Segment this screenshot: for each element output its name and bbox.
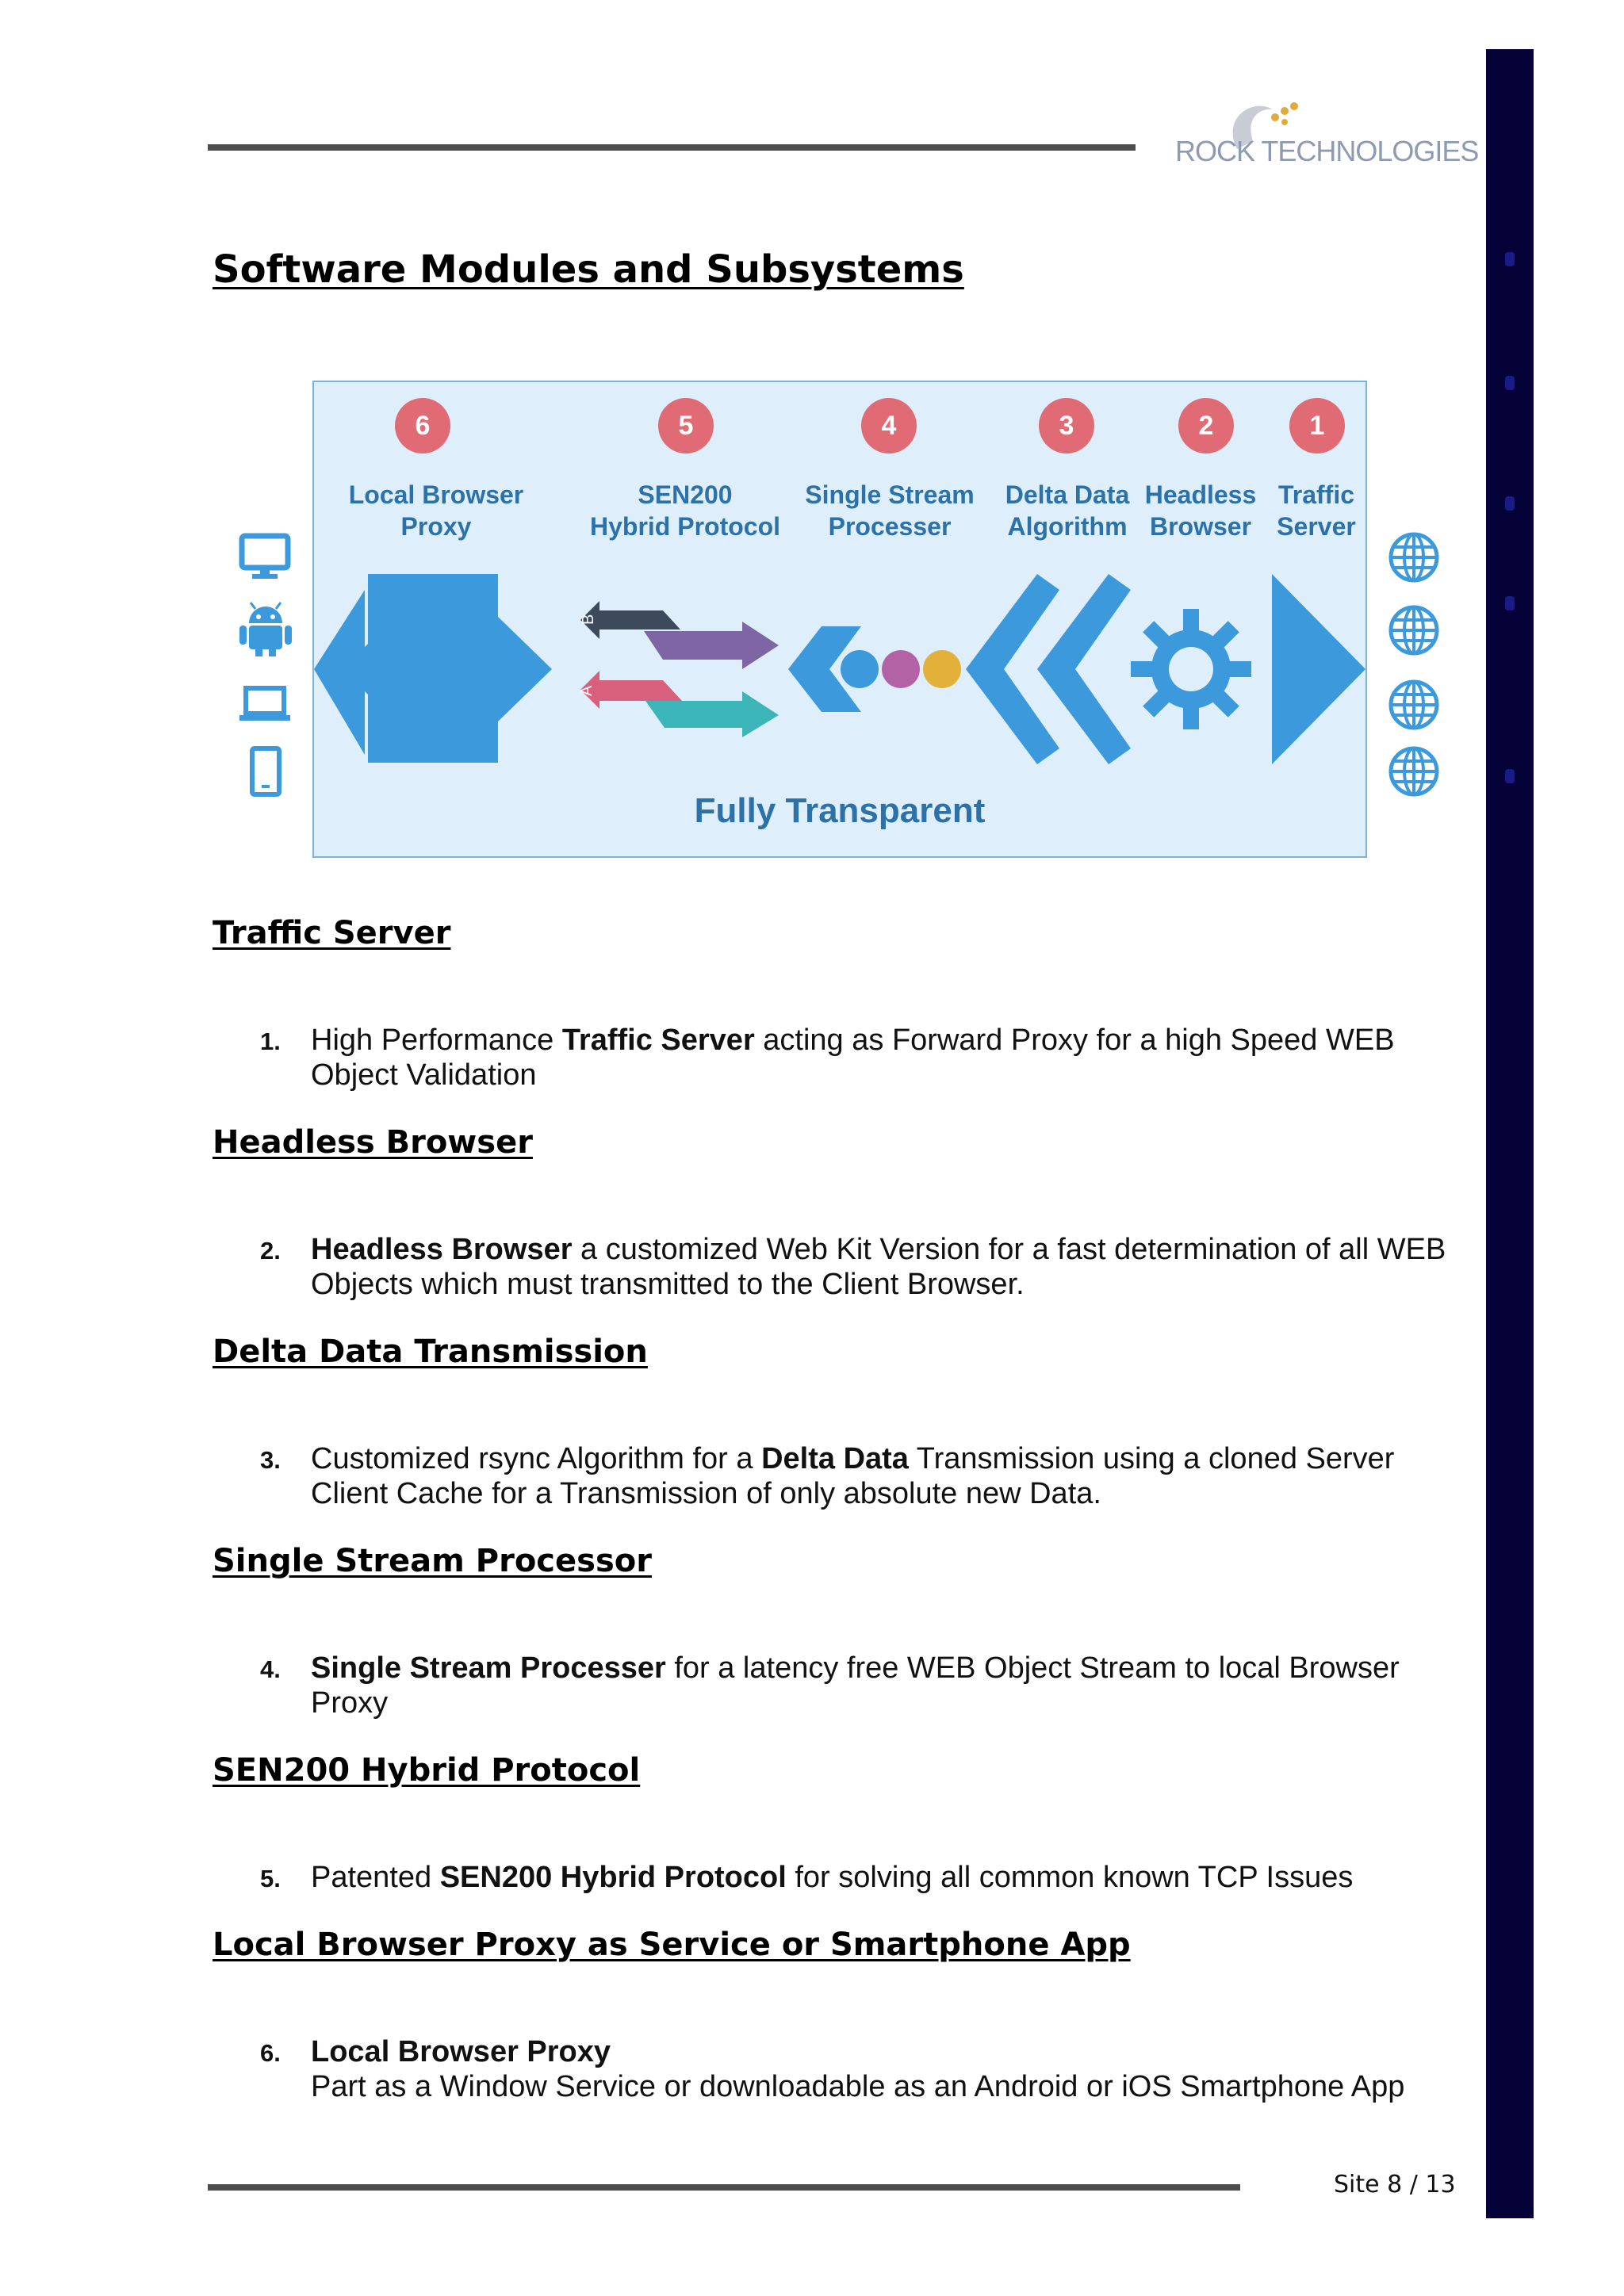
module-badge-6: 6 (395, 398, 450, 453)
diagram-footer: Fully Transparent (694, 791, 986, 830)
desktop-icon (238, 533, 293, 580)
list-text: Patented SEN200 Hybrid Protocol for solving all common known TCP Issues (311, 1861, 1354, 1894)
page-title: Software Modules and Subsystems (213, 247, 964, 292)
side-bar-dot (1505, 496, 1515, 511)
section-heading-delta-data: Delta Data Transmission (213, 1334, 648, 1370)
proxy-block-icon (314, 574, 552, 763)
header-rule (208, 144, 1136, 151)
list-number: 6. (260, 2039, 281, 2067)
tablet-icon (249, 745, 284, 798)
page-number: Site 8 / 13 (1334, 2171, 1456, 2198)
diagram-graphics (314, 382, 1369, 859)
section-heading-sen200: SEN200 Hybrid Protocol (213, 1752, 641, 1789)
android-icon (238, 601, 293, 656)
laptop-icon (238, 685, 293, 725)
side-bar-dot (1505, 376, 1515, 390)
module-badge-3: 3 (1039, 398, 1094, 453)
module-badge-2: 2 (1178, 398, 1234, 453)
side-bar-dot (1505, 769, 1515, 783)
list-text: Headless Browser a customized Web Kit Version for a fast determination of all WEB Objects which must transmitted to the Client Browser. (311, 1233, 1446, 1301)
list-text: Customized rsync Algorithm for a Delta Data Transmission using a cloned Server Client Cache for a Transmission of only absolute new Data. (311, 1442, 1395, 1510)
list-number: 5. (260, 1865, 281, 1892)
list-text: Single Stream Processer for a latency free WEB Object Stream to local Browser Proxy (311, 1651, 1400, 1720)
arrow-letter-a: A (578, 685, 596, 696)
module-label-2: Headless Browser (1144, 480, 1257, 541)
footer-rule (208, 2184, 1240, 2191)
section-heading-traffic-server: Traffic Server (213, 915, 451, 951)
side-bar-dot (1505, 252, 1515, 266)
list-number: 4. (260, 1655, 281, 1683)
module-badge-5: 5 (658, 398, 714, 453)
globe-icon (1388, 745, 1440, 798)
globe-icon (1388, 679, 1440, 731)
module-label-5: SEN200 Hybrid Protocol (589, 480, 781, 541)
module-label-6: Local Browser Proxy (348, 480, 524, 541)
list-number: 1. (260, 1027, 281, 1055)
arrow-letter-b: B (580, 614, 597, 625)
gear-icon (1131, 609, 1251, 729)
list-number: 3. (260, 1446, 281, 1474)
logo-text: ROCK TECHNOLOGIES (1175, 135, 1479, 167)
section-heading-single-stream: Single Stream Processor (213, 1543, 652, 1579)
module-label-3: Delta Data Algorithm (1005, 480, 1130, 541)
list-text: Local Browser Proxy Part as a Window Service or downloadable as an Android or iOS Smartphone App (311, 2035, 1405, 2103)
delta-chevrons-icon (966, 574, 1131, 764)
side-bar-dot (1505, 596, 1515, 610)
hybrid-protocol-arrows-icon (578, 601, 779, 737)
architecture-diagram (312, 381, 1367, 858)
module-label-4: Single Stream Processer (805, 480, 975, 541)
globe-icon (1388, 531, 1440, 584)
list-text: High Performance Traffic Server acting as Forward Proxy for a high Speed WEB Object Validation (311, 1024, 1395, 1092)
module-badge-4: 4 (861, 398, 917, 453)
module-label-1: Traffic Server (1277, 480, 1356, 541)
list-number: 2. (260, 1237, 281, 1265)
section-heading-local-proxy: Local Browser Proxy as Service or Smartphone App (213, 1927, 1131, 1963)
module-badge-1: 1 (1289, 398, 1345, 453)
globe-icon (1388, 604, 1440, 656)
side-bar (1486, 49, 1534, 2218)
traffic-server-arrow-icon (1272, 574, 1365, 764)
stream-processor-icon (788, 626, 961, 712)
company-logo (1166, 94, 1479, 181)
section-heading-headless-browser: Headless Browser (213, 1124, 533, 1161)
